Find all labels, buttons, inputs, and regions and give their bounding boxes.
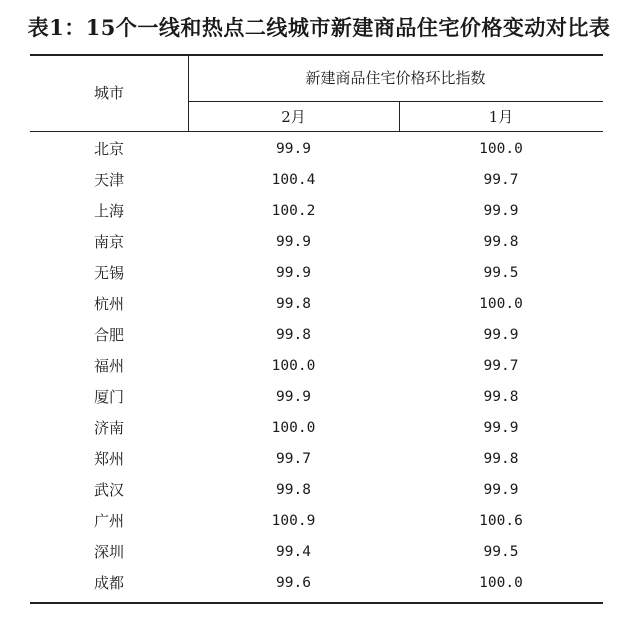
jan-index-cell: 99.5 xyxy=(483,544,519,560)
city-cell: 上海 xyxy=(93,202,124,220)
city-cell: 北京 xyxy=(93,140,124,158)
city-cell: 济南 xyxy=(93,419,124,437)
feb-index-cell: 99.9 xyxy=(276,234,311,250)
feb-index-cell: 100.0 xyxy=(271,358,316,374)
city-cell: 福州 xyxy=(93,357,124,375)
city-cell: 无锡 xyxy=(93,264,124,282)
jan-index-cell: 99.9 xyxy=(483,420,519,436)
feb-index-cell: 100.0 xyxy=(271,420,316,436)
feb-index-cell: 99.9 xyxy=(276,265,311,281)
jan-index-cell: 99.9 xyxy=(483,203,519,219)
price-index-group-header: 新建商品住宅价格环比指数 xyxy=(305,69,486,87)
feb-index-cell: 100.9 xyxy=(271,513,316,529)
city-cell: 合肥 xyxy=(93,326,124,344)
jan-index-cell: 100.0 xyxy=(479,575,523,591)
table-title: 表1：15个一线和热点二线城市新建商品住宅价格变动对比表 xyxy=(27,15,611,40)
jan-index-cell: 99.9 xyxy=(483,482,519,498)
city-cell: 杭州 xyxy=(93,295,124,313)
jan-index-cell: 99.7 xyxy=(483,358,519,374)
jan-index-cell: 99.8 xyxy=(483,234,519,250)
jan-index-cell: 99.9 xyxy=(483,327,519,343)
feb-index-cell: 99.7 xyxy=(276,451,311,467)
city-cell: 南京 xyxy=(93,233,124,251)
jan-index-cell: 99.8 xyxy=(483,451,519,467)
jan-index-cell: 99.8 xyxy=(483,389,519,405)
feb-index-cell: 99.9 xyxy=(276,141,311,157)
bottom-rule xyxy=(30,602,603,604)
feb-index-cell: 99.6 xyxy=(276,575,311,591)
city-cell: 深圳 xyxy=(93,543,124,561)
feb-index-cell: 99.8 xyxy=(276,327,311,343)
jan-index-cell: 99.7 xyxy=(483,172,519,188)
jan-index-cell: 100.6 xyxy=(479,513,523,529)
jan-index-cell: 99.5 xyxy=(483,265,519,281)
feb-index-cell: 100.2 xyxy=(271,203,316,219)
city-cell: 武汉 xyxy=(93,481,124,499)
feb-index-cell: 100.4 xyxy=(271,172,316,188)
feb-index-cell: 99.4 xyxy=(276,544,311,560)
header-inner-rule xyxy=(188,101,603,102)
header-bottom-rule xyxy=(30,131,603,132)
jan-index-cell: 100.0 xyxy=(479,296,523,312)
city-column-header: 城市 xyxy=(93,84,124,102)
jan-column-header: 1月 xyxy=(488,108,514,126)
feb-index-cell: 99.8 xyxy=(276,296,311,312)
top-rule xyxy=(30,54,603,56)
city-cell: 广州 xyxy=(93,512,124,530)
city-cell: 成都 xyxy=(93,574,124,592)
jan-index-cell: 100.0 xyxy=(479,141,523,157)
city-cell: 天津 xyxy=(93,171,124,189)
feb-index-cell: 99.8 xyxy=(276,482,311,498)
city-cell: 郑州 xyxy=(93,450,124,468)
city-cell: 厦门 xyxy=(93,388,124,406)
feb-index-cell: 99.9 xyxy=(276,389,311,405)
feb-column-header: 2月 xyxy=(281,108,306,126)
